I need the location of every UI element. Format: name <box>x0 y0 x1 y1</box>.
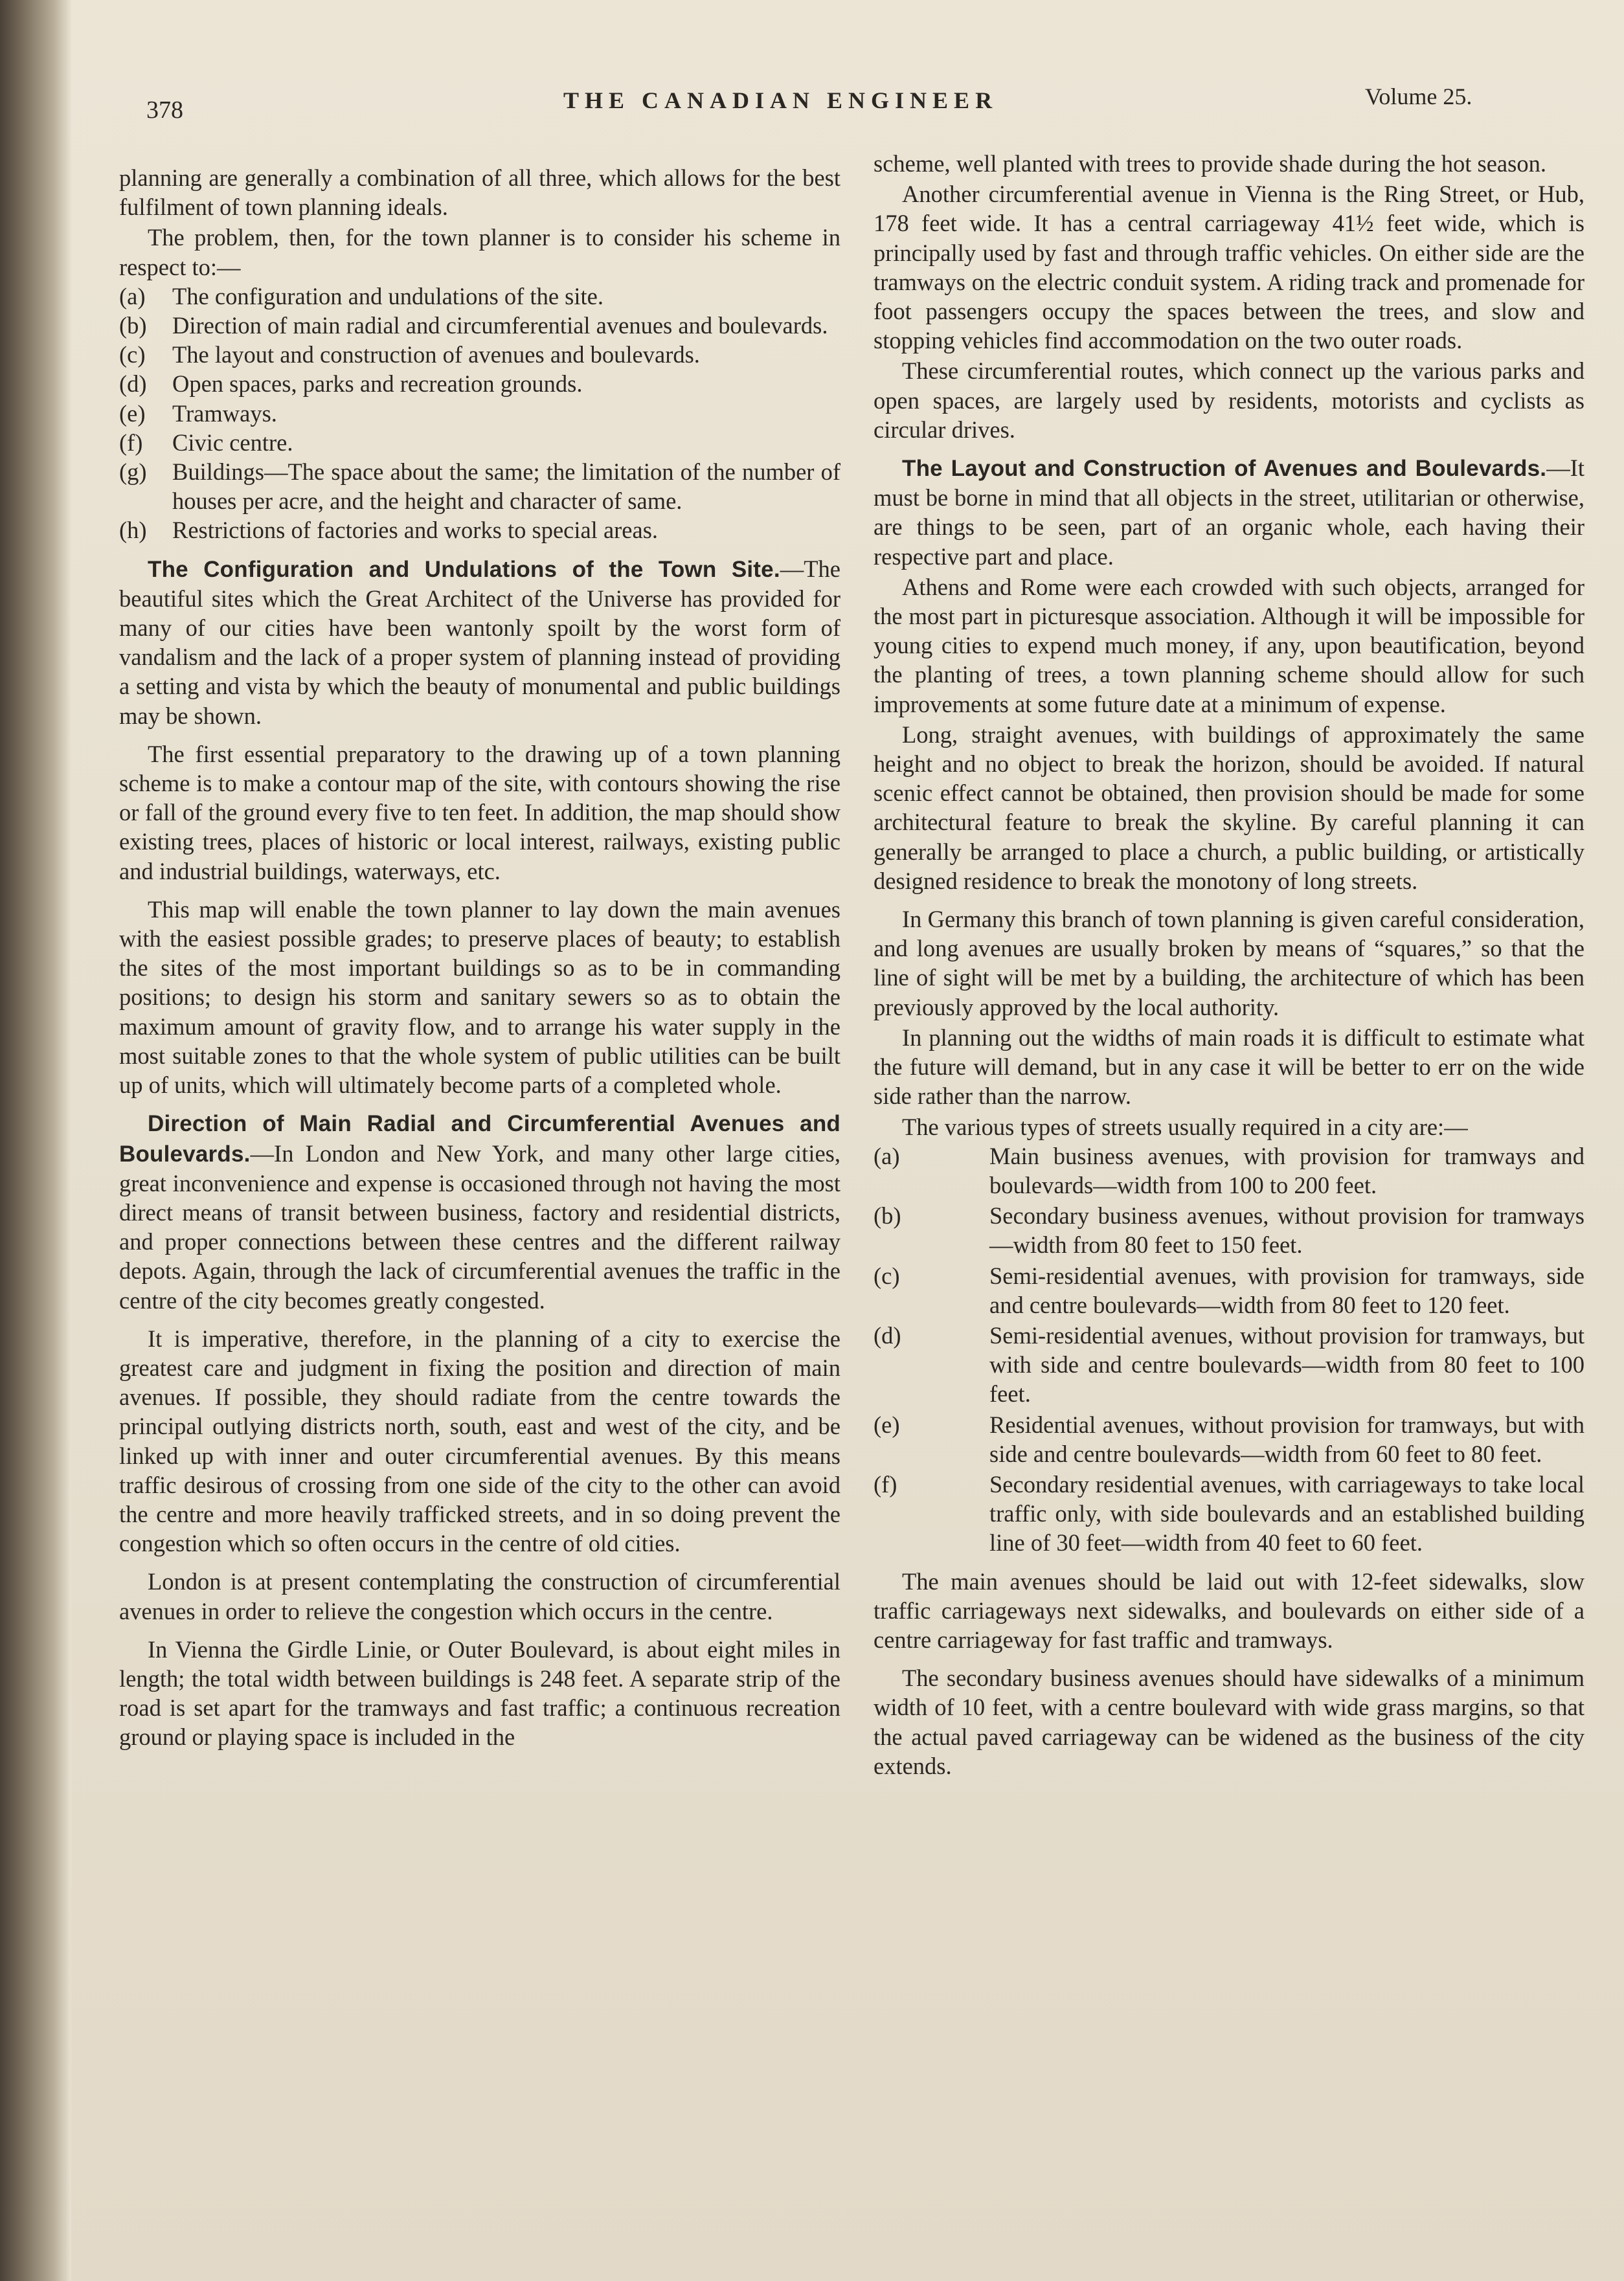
street-type-item <box>874 1201 1585 1259</box>
paragraph: The main avenues should be laid out with 12-feet sidewalks, slow traffic carriageways next sidewalks, and boulevards on either side of a centre carriageway for fast traffic and tramways. <box>874 1567 1585 1653</box>
paragraph: The various types of streets usually required in a city are:— <box>902 1113 1468 1140</box>
page-number: 378 <box>146 96 183 124</box>
running-header <box>71 76 1624 128</box>
list-label: (e) <box>119 399 146 427</box>
paragraph: Another circumferential avenue in Vienna is the Ring Street, or Hub, 178 feet wide. It has a central carriageway 41½ feet wide, which is principally used by fast and through traffic vehicles. On either side are the tramways on the electric conduit system. A riding track and promenade for foot passengers occupy the spaces between the trees, and slow and stopping vehicles find accommodation on the two outer roads. <box>874 181 1585 354</box>
section-paragraph <box>119 1108 840 1314</box>
list-text: The configuration and undulations of the site. <box>172 282 603 309</box>
paragraph: In Germany this branch of town planning is given careful consideration, and long avenues are usually broken by means of “squares,” so that the line of sight will be met by a building, the architecture of which has been previously approved by the local authority. <box>874 906 1585 1020</box>
list-label: (c) <box>119 341 146 368</box>
list-text: Tramways. <box>172 399 277 427</box>
paragraph: These circumferential routes, which connect up the various parks and open spaces, are largely used by residents, motorists and cyclists as circular drives. <box>874 357 1585 443</box>
list-text: Residential avenues, without provision for tramways, but with side and centre boulevards—width from 60 feet to 80 feet. <box>989 1411 1585 1467</box>
street-type-item <box>874 1321 1585 1409</box>
list-label: (f) <box>119 429 143 456</box>
list-text: Buildings—The space about the same; the limitation of the number of houses per acre, and the height and character of same. <box>172 458 840 515</box>
list-label: (e) <box>874 1411 900 1438</box>
paragraph: This map will enable the town planner to lay down the main avenues with the easiest possible grades; to preserve places of beauty; to establish the sites of the most important buildings so as to be in commanding positions; to design his storm and sanitary sewers so as to obtain the maximum amount of gravity flow, and to arrange his water supply in the most suitable zones to that the whole system of public utilities can be built up of units, which will ultimately become parts of a completed whole. <box>119 895 840 1099</box>
paragraph: The problem, then, for the town planner is to consider his scheme in respect to:— <box>119 224 840 280</box>
list-item <box>119 282 840 311</box>
paragraph: The secondary business avenues should have sidewalks of a minimum width of 10 feet, with a centre boulevard with wide grass margins, so that the actual paved carriageway can be widened as the business of the city extends. <box>874 1665 1585 1779</box>
street-type-item <box>874 1261 1585 1320</box>
list-text: Semi-residential avenues, with provision for tramways, side and centre boulevards—width from 80 feet to 120 feet. <box>989 1262 1585 1318</box>
paragraph: In Vienna the Girdle Linie, or Outer Boulevard, is about eight miles in length; the total width between buildings is 248 feet. A separate strip of the road is set apart for the tramways and fast traffic; a continuous recreation ground or playing space is included in the <box>119 1635 840 1751</box>
paragraph: scheme, well planted with trees to provide shade during the hot season. <box>874 150 1546 177</box>
list-text: Secondary residential avenues, with carriageways to take local traffic only, with side boulevards and an established building line of 30 feet—width from 40 feet to 60 feet. <box>989 1470 1585 1556</box>
section-heading: The Configuration and Undulations of the Town Site. <box>148 556 780 582</box>
journal-title: THE CANADIAN ENGINEER <box>563 87 998 113</box>
list-label: (f) <box>874 1470 897 1498</box>
list-item <box>119 515 840 545</box>
list-label: (a) <box>874 1142 900 1169</box>
section-text: —The beautiful sites which the Great Architect of the Universe has provided for many of our cities have been wantonly spoilt by the worst form of vandalism and the lack of a proper system of planning instead of providing a setting and vista by which the beauty of monumental and public buildings may be shown. <box>119 555 840 729</box>
street-type-item <box>874 1470 1585 1558</box>
paragraph: Athens and Rome were each crowded with such objects, arranged for the most part in picturesque association. Although it will be impossible for young cities to expend much money, if any, upon beautification, beyond the planting of trees, a town planning scheme should allow for such improvements at some future date at a minimum of expense. <box>874 573 1585 717</box>
list-item <box>119 457 840 515</box>
street-type-item <box>874 1410 1585 1468</box>
street-type-item <box>874 1141 1585 1200</box>
paragraph: It is imperative, therefore, in the planning of a city to exercise the greatest care and judgment in fixing the position and direction of main avenues. If possible, they should radiate from the centre towards the principal outlying districts north, south, east and west of the city, and be linked up with inner and outer circumferential avenues. By this means traffic desirous of crossing from one side of the city to the other can avoid the centre and more heavily trafficked streets, and in so doing prevent the congestion which so often occurs in the centre of old cities. <box>119 1325 840 1557</box>
section-text: —It must be borne in mind that all objects in the street, utilitarian or otherwise, are things to be seen, part of an organic whole, each having their respective part and place. <box>874 455 1585 570</box>
list-label: (b) <box>874 1202 901 1230</box>
section-text: —In London and New York, and many other large cities, great inconvenience and expense is occasioned through not having the most direct means of transit between business, factory and residential districts, and proper connections between these centres and the different railway depots. Again, through the lack of circumferential avenues the traffic in the centre of the city becomes greatly congested. <box>119 1140 840 1314</box>
list-text: Civic centre. <box>172 429 293 456</box>
paragraph: London is at present contemplating the construction of circumferential avenues in order to relieve the congestion which occurs in the centre. <box>119 1568 840 1624</box>
list-item <box>119 428 840 457</box>
section-heading: Direction of Main Radial and Circumferential Avenues and Boulevards. <box>119 1111 840 1167</box>
list-text: Open spaces, parks and recreation grounds. <box>172 370 583 398</box>
list-text: Direction of main radial and circumferential avenues and boulevards. <box>172 312 828 339</box>
list-item <box>119 340 840 369</box>
list-label: (d) <box>119 370 147 398</box>
paragraph: planning are generally a combination of all three, which allows for the best fulfilment of town planning ideals. <box>119 164 840 221</box>
list-label: (b) <box>119 312 147 339</box>
list-label: (c) <box>874 1262 900 1289</box>
section-heading: The Layout and Construction of Avenues and Boulevards. <box>902 456 1547 482</box>
right-column <box>874 149 1585 1781</box>
list-item <box>119 311 840 340</box>
list-label: (g) <box>119 458 147 486</box>
list-text: Restrictions of factories and works to special areas. <box>172 517 659 544</box>
list-label: (d) <box>874 1321 901 1349</box>
paragraph: The first essential preparatory to the drawing up of a town planning scheme is to make a contour map of the site, with contours showing the rise or fall of the ground every five to ten feet. In addition, the map should show existing trees, places of historic or local interest, railways, existing public and industrial buildings, waterways, etc. <box>119 740 840 884</box>
list-label: (h) <box>119 517 147 544</box>
section-paragraph <box>119 554 840 730</box>
list-text: Secondary business avenues, without provision for tramways—width from 80 feet to 150 feet. <box>989 1202 1585 1259</box>
list-item <box>119 399 840 428</box>
left-column <box>119 163 840 1752</box>
list-text: Semi-residential avenues, without provision for tramways, but with side and centre boulevards—width from 80 feet to 100 feet. <box>989 1321 1585 1408</box>
paragraph: Long, straight avenues, with buildings of approximately the same height and no object to break the horizon, should be avoided. If natural scenic effect cannot be obtained, then provision should be made for some architectural feature to break the skyline. By careful planning it can generally be arranged to place a church, a public building, or artistically designed residence to break the monotony of long streets. <box>874 721 1585 894</box>
list-item <box>119 369 840 398</box>
list-text: The layout and construction of avenues and boulevards. <box>172 341 700 368</box>
list-label: (a) <box>119 282 146 309</box>
book-gutter <box>0 0 71 2281</box>
paragraph: In planning out the widths of main roads it is difficult to estimate what the future will demand, but in any case it will be better to err on the wide side rather than the narrow. <box>874 1024 1585 1110</box>
list-text: Main business avenues, with provision for tramways and boulevards—width from 100 to 200 feet. <box>989 1142 1585 1198</box>
volume-label: Volume 25. <box>1365 84 1472 109</box>
section-paragraph <box>874 453 1585 571</box>
